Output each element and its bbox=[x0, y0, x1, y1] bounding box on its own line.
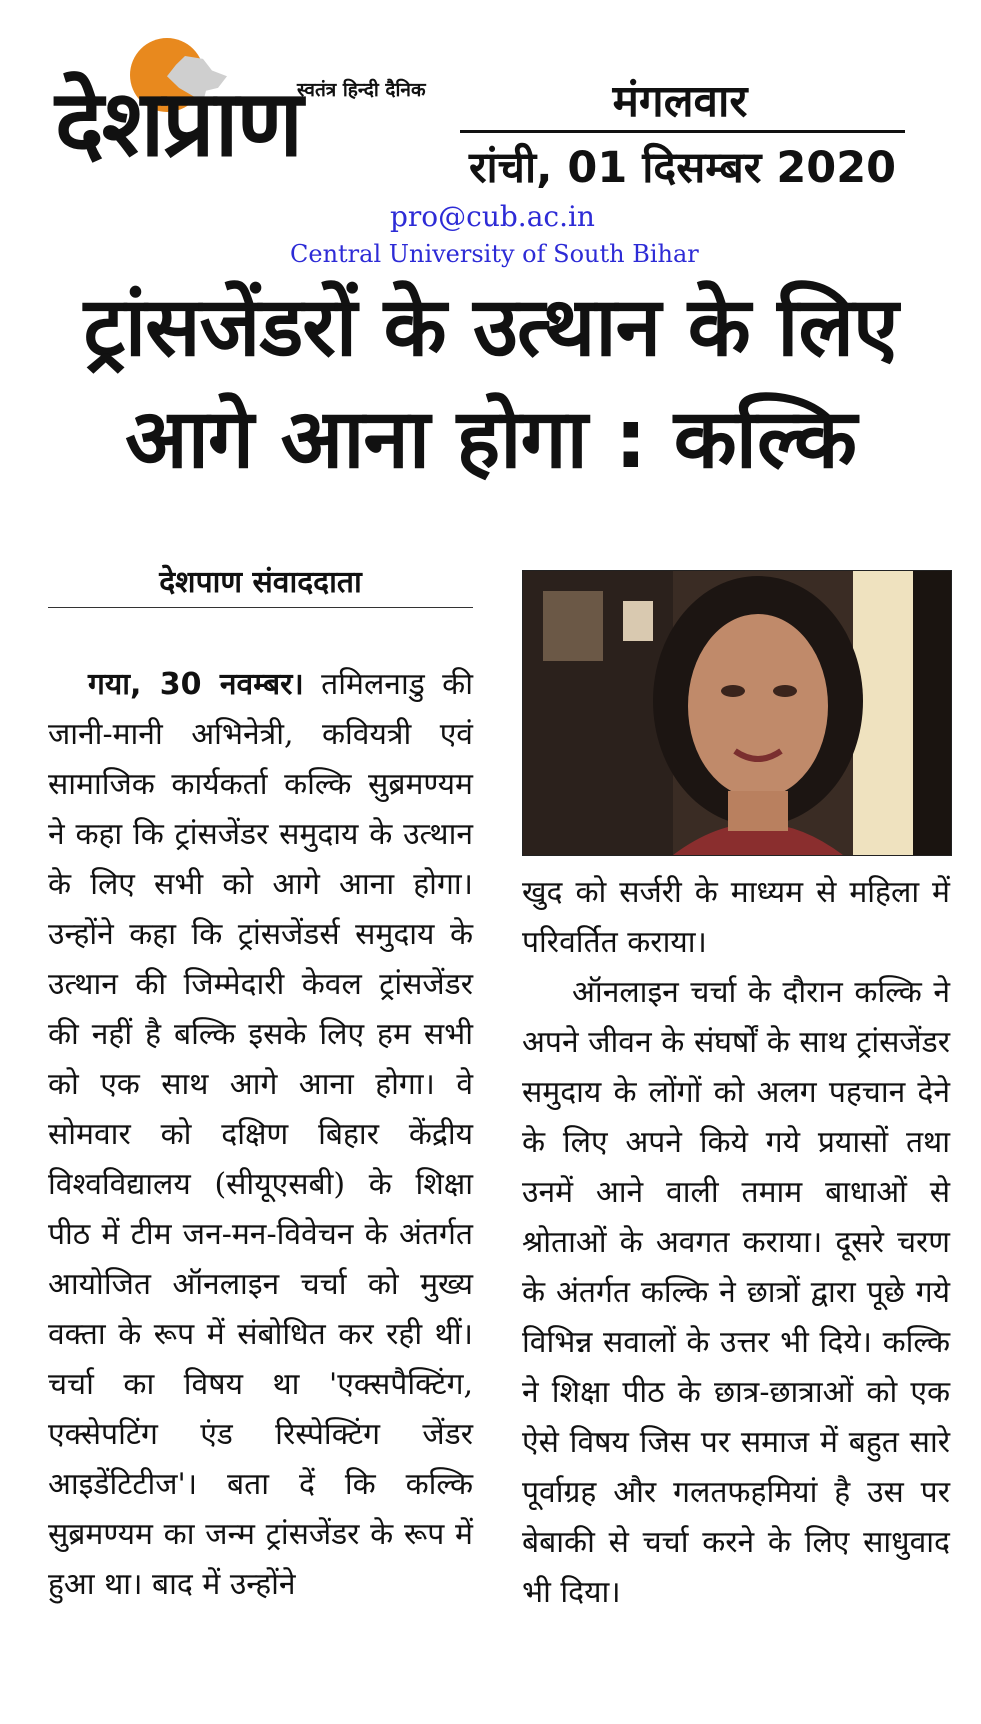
headline bbox=[20, 272, 961, 496]
portrait-photo bbox=[522, 570, 952, 856]
headline-line-1: ट्रांसजेंडरों के उत्थान के लिए bbox=[83, 280, 898, 375]
headline-line-2: आगे आना होगा : कल्कि bbox=[125, 392, 856, 487]
contact-email: pro@cub.ac.in bbox=[390, 200, 595, 233]
byline-divider bbox=[48, 607, 473, 608]
article-lead-in: गया, 30 नवम्बर। bbox=[88, 667, 304, 702]
article-paragraph-3: ऑनलाइन चर्चा के दौरान कल्कि ने अपने जीवन के संघर्षों के साथ ट्रांसजेंडर समुदाय के लोंगों को अलग पहचान देने के लिए अपने किये गये प्रयासों तथा उनमें आने वाली तमाम बाधाओं से श्रोताओं के अवगत कराया। दूसरे चरण के अंतर्गत कल्कि ने छात्रों द्वारा पूछे गये विभिन्न सवालों के उत्तर भी दिये। कल्कि ने शिक्षा पीठ के छात्र-छात्राओं को एक ऐसे विषय जिस पर समाज में बहुत सारे पूर्वाग्रह और गलतफहमियां है उस पर बेबाकी से चर्चा करने के लिए साधुवाद भी दिया। bbox=[522, 975, 950, 1610]
dateline: रांची, 01 दिसम्बर 2020 bbox=[468, 143, 897, 193]
article-column-left bbox=[48, 660, 473, 1610]
article-paragraph-1 bbox=[48, 660, 473, 1610]
tagline: स्वतंत्र हिन्दी दैनिक bbox=[297, 79, 426, 101]
portrait-image bbox=[523, 571, 951, 855]
logo-text: देशप्राण bbox=[55, 70, 302, 177]
byline: देशपाण संवाददाता bbox=[159, 565, 362, 600]
newspaper-logo bbox=[55, 38, 435, 198]
article-body-col1: तमिलनाडु की जानी-मानी अभिनेत्री, कवियत्री एवं सामाजिक कार्यकर्ता कल्कि सुब्रमण्यम ने कहा कि ट्रांसजेंडर समुदाय के उत्थान के लिए सभी को आगे आना होगा। उन्होंने कहा कि ट्रांसजेंडर्स समुदाय के उत्थान की जिम्मेदारी केवल ट्रांसजेंडर की नहीं है बल्कि इसके लिए हम सभी को एक साथ आगे आना होगा। वे सोमवार को दक्षिण बिहार केंद्रीय विश्वविद्यालय (सीयूएसबी) के शिक्षा पीठ में टीम जन-मन-विवेचन के अंतर्गत आयोजित ऑनलाइन चर्चा को मुख्य वक्ता के रूप में संबोधित कर रही थीं। चर्चा का विषय था 'एक्सपैक्टिंग, एक्सेपटिंग एंड रिस्पेक्टिंग जेंडर आइडेंटिटीज'। बता दें कि कल्कि सुब्रमण्यम का जन्म ट्रांसजेंडर के रूप में हुआ था। बाद में उन्होंने bbox=[48, 667, 473, 1602]
university-name: Central University of South Bihar bbox=[290, 240, 699, 268]
date-divider bbox=[460, 130, 905, 133]
article-paragraph-2: खुद को सर्जरी के माध्यम से महिला में परिवर्तित कराया। bbox=[522, 875, 950, 960]
weekday: मंगलवार bbox=[612, 76, 748, 127]
article-column-right bbox=[522, 868, 950, 1618]
